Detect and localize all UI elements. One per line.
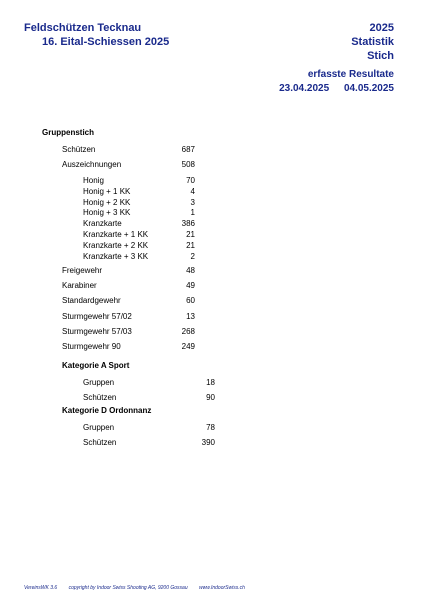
header-type: Statistik (351, 36, 394, 48)
table-row (62, 311, 195, 322)
table-row (83, 422, 215, 433)
footer-copyright: copyright by Indoor Swiss Shooting AG, 9200 Gossau (68, 585, 188, 591)
header-left (24, 21, 169, 49)
row-label: Gruppen (83, 378, 115, 387)
row-value: 1 (190, 208, 195, 218)
row-label: Standardgewehr (62, 296, 121, 306)
table-row (83, 207, 195, 218)
row-label: Kranzkarte (83, 219, 122, 229)
date-from: 23.04.2025 (279, 83, 330, 94)
row-label: Auszeichnungen (62, 160, 122, 169)
section-kategorie-d-title: Kategorie D Ordonnanz (62, 406, 152, 415)
row-label: Schützen (83, 393, 117, 402)
row-value: 386 (181, 219, 195, 229)
row-value: 13 (186, 311, 195, 321)
row-label: Honig + 1 KK (83, 186, 131, 196)
header-date-range (279, 82, 394, 96)
row-value: 21 (186, 240, 195, 250)
section-kategorie-a-title: Kategorie A Sport (62, 361, 130, 370)
header-subtitle: erfasste Resultate (307, 69, 394, 80)
club-name: Feldschützen Tecknau (24, 22, 142, 34)
row-value: 78 (206, 423, 215, 432)
table-row (83, 437, 215, 448)
row-label: Sturmgewehr 90 (62, 342, 121, 351)
row-label: Gruppen (83, 423, 115, 432)
row-label: Kranzkarte + 2 KK (83, 240, 149, 250)
table-row (83, 218, 195, 229)
row-label: Sturmgewehr 57/02 (62, 311, 132, 321)
row-label: Kranzkarte + 1 KK (83, 230, 149, 239)
table-row (62, 341, 195, 352)
table-row (62, 159, 195, 170)
row-label: Honig + 3 KK (83, 208, 131, 218)
row-value: 60 (186, 296, 195, 306)
row-label: Karabiner (62, 281, 97, 291)
table-row (83, 392, 215, 403)
row-value: 21 (186, 230, 195, 239)
table-row (83, 251, 195, 262)
event-name: 16. Eital-Schiessen 2025 (42, 36, 170, 48)
table-row (62, 326, 195, 337)
header-dates-block (279, 68, 394, 96)
row-label: Schützen (83, 438, 117, 447)
row-value: 48 (186, 266, 195, 275)
row-value: 268 (181, 326, 195, 336)
table-row (83, 377, 215, 388)
table-row (62, 280, 195, 291)
row-value: 3 (190, 197, 195, 207)
table-row (62, 265, 195, 276)
row-label: Honig + 2 KK (83, 197, 131, 207)
row-value: 249 (181, 342, 195, 351)
row-value: 70 (186, 176, 195, 185)
row-label: Freigewehr (62, 266, 103, 275)
table-row (62, 295, 195, 306)
date-to: 04.05.2025 (343, 83, 394, 94)
table-row (83, 229, 195, 240)
header-year: 2025 (369, 22, 394, 34)
row-label: Sturmgewehr 57/03 (62, 326, 132, 336)
row-label: Kranzkarte + 3 KK (83, 251, 149, 261)
table-row (83, 240, 195, 251)
row-value: 508 (181, 160, 195, 169)
footer (24, 585, 255, 591)
row-label: Schützen (62, 145, 96, 154)
row-value: 390 (201, 438, 215, 447)
table-row (83, 186, 195, 197)
row-value: 18 (206, 378, 215, 387)
header-category: Stich (367, 50, 394, 62)
header-right (351, 21, 394, 63)
footer-version: VereinsWK 3.6 (24, 585, 58, 591)
row-value: 4 (190, 186, 195, 196)
row-value: 2 (190, 251, 195, 261)
row-value: 49 (186, 281, 195, 291)
table-row (83, 197, 195, 208)
table-row (62, 144, 195, 155)
row-label: Honig (83, 176, 104, 185)
footer-website: www.IndoorSwiss.ch (199, 585, 245, 591)
section-gruppenstich-title: Gruppenstich (42, 128, 95, 137)
row-value: 90 (206, 393, 215, 402)
row-value: 687 (181, 145, 195, 154)
table-row (83, 175, 195, 186)
